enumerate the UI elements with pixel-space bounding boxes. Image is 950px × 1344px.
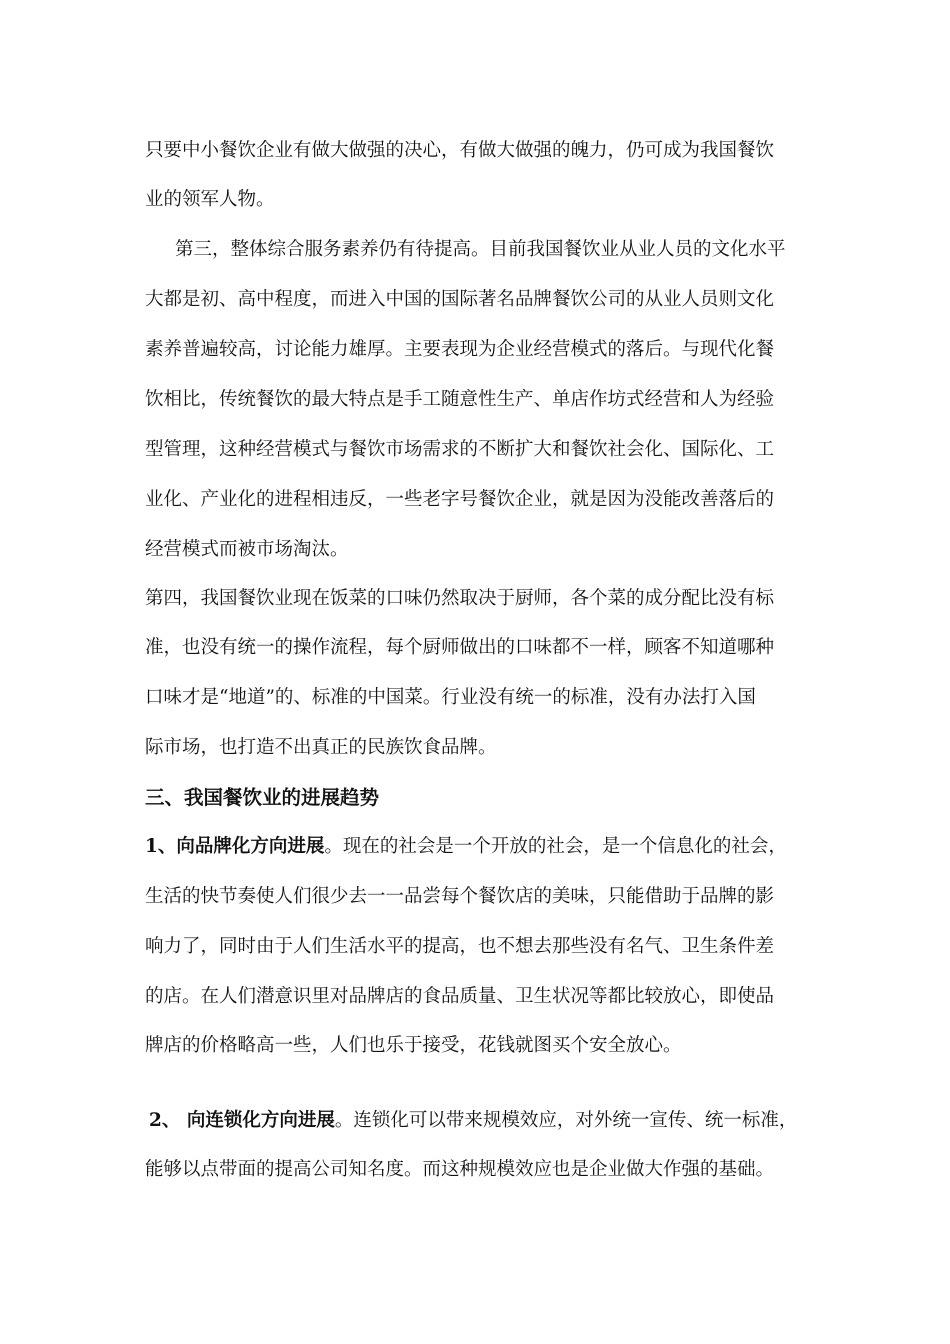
list-item-1-line xyxy=(145,834,810,860)
paragraph-line: 口味才是“地道”的、标准的中国菜。行业没有统一的标准，没有办法打入国 xyxy=(145,687,756,708)
paragraph-line: 牌店的价格略高一些，人们也乐于接受，花钱就图买个安全放心。 xyxy=(145,1035,682,1056)
list-item-2-line xyxy=(149,1108,814,1134)
paragraph-line: 只要中小餐饮企业有做大做强的决心，有做大做强的魄力，仍可成为我国餐饮 xyxy=(145,140,775,161)
paragraph-line: 业化、产业化的进程相违反，一些老字号餐饮企业，就是因为没能改善落后的 xyxy=(145,489,775,510)
paragraph-line: 型管理，这种经营模式与餐饮市场需求的不断扩大和餐饮社会化、国际化、工 xyxy=(145,439,775,460)
list-item-2-title: 2、 向连锁化方向进展 xyxy=(149,1110,335,1131)
paragraph-line: 响力了，同时由于人们生活水平的提高，也不想去那些没有名气、卫生条件差 xyxy=(145,936,775,957)
section-heading: 三、我国餐饮业的进展趋势 xyxy=(145,786,380,809)
paragraph-line: 素养普遍较高，讨论能力雄厚。主要表现为企业经营模式的落后。与现代化餐 xyxy=(145,339,775,360)
paragraph-line: 能够以点带面的提高公司知名度。而这种规模效应也是企业做大作强的基础。 xyxy=(145,1159,775,1180)
paragraph-line: 业的领军人物。 xyxy=(145,189,275,210)
list-item-2-text: 。连锁化可以带来规模效应，对外统一宣传、统一标准， xyxy=(334,1110,798,1131)
paragraph-line: 第三，整体综合服务素养仍有待提高。目前我国餐饮业从业人员的文化水平 xyxy=(175,239,786,260)
paragraph-line: 饮相比，传统餐饮的最大特点是手工随意性生产、单店作坊式经营和人为经验 xyxy=(145,389,775,410)
list-item-1-text: 。现在的社会是一个开放的社会，是一个信息化的社会， xyxy=(324,836,787,857)
paragraph-line: 际市场，也打造不出真正的民族饮食品牌。 xyxy=(145,737,497,758)
paragraph-line: 经营模式而被市场淘汰。 xyxy=(145,539,349,560)
paragraph-line: 生活的快节奏使人们很少去一一品尝每个餐饮店的美味，只能借助于品牌的影 xyxy=(145,886,775,907)
paragraph-line: 大都是初、高中程度，而进入中国的国际著名品牌餐饮公司的从业人员则文化 xyxy=(145,289,775,310)
paragraph-line: 第四，我国餐饮业现在饭菜的口味仍然取决于厨师，各个菜的成分配比没有标 xyxy=(145,588,775,609)
list-item-1-title: 1、向品牌化方向进展 xyxy=(145,836,325,857)
paragraph-line: 的店。在人们潜意识里对品牌店的食品质量、卫生状况等都比较放心，即使品 xyxy=(145,986,775,1007)
paragraph-line: 准，也没有统一的操作流程，每个厨师做出的口味都不一样，顾客不知道哪种 xyxy=(145,637,775,658)
